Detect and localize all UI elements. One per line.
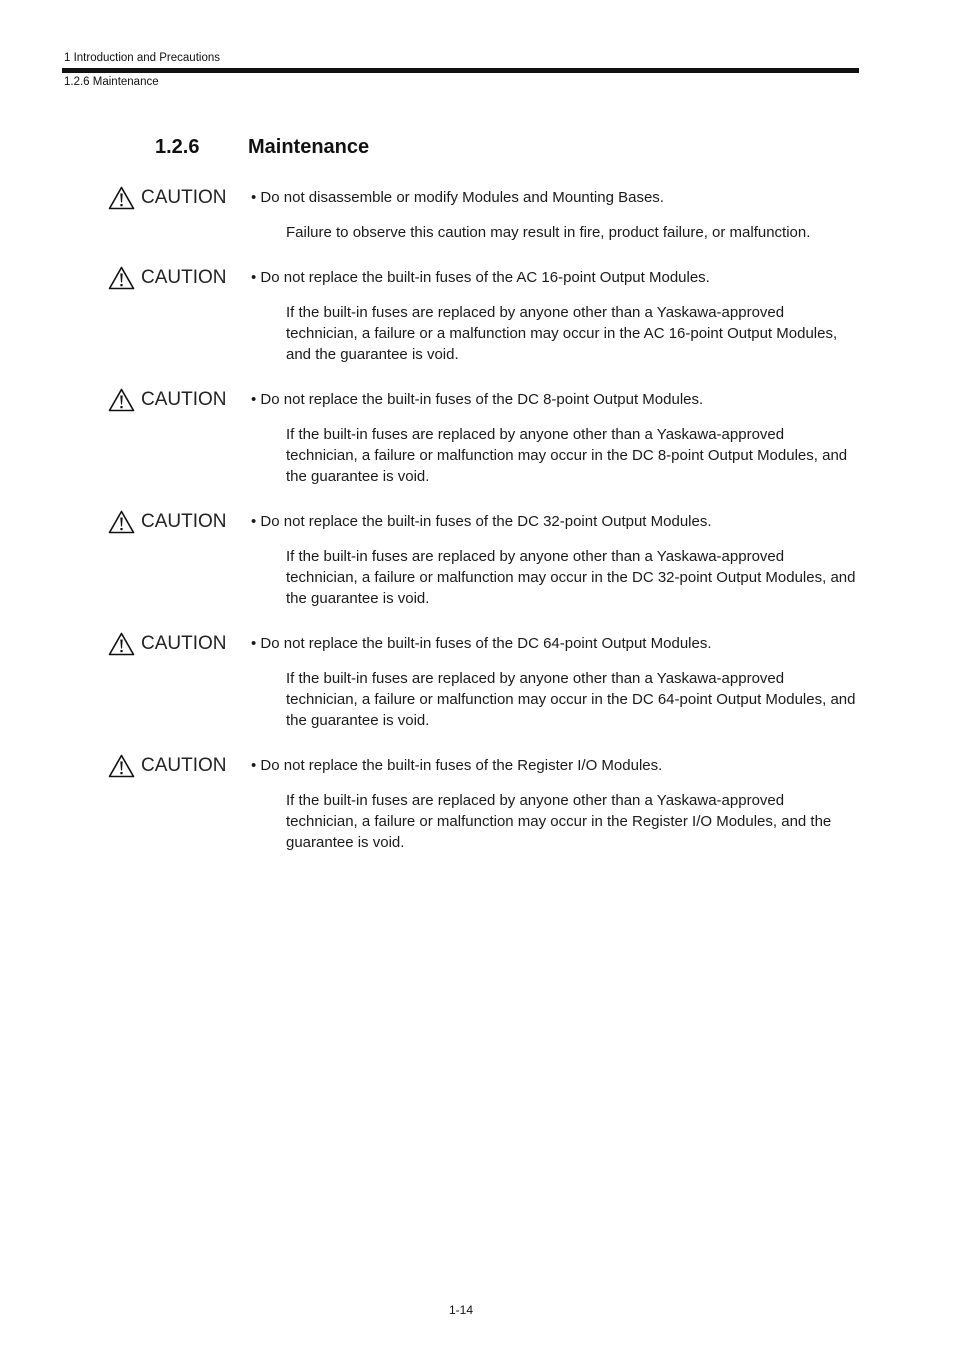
warning-triangle-icon [108,388,135,412]
caution-detail: Failure to observe this caution may result in fire, product failure, or malfunction. [286,224,811,241]
caution-label [108,632,227,656]
caution-text: CAUTION [141,633,227,654]
section-title: Maintenance [248,136,370,158]
caution-bullet: • Do not replace the built-in fuses of the DC 32-point Output Modules. [251,513,712,530]
caution-bullet: • Do not disassemble or modify Modules and Mounting Bases. [251,189,664,206]
page-number: 1-14 [448,1303,474,1317]
caution-label [108,510,227,534]
caution-label [108,266,227,290]
section-heading [155,134,369,160]
warning-triangle-icon [108,266,135,290]
section-number: 1.2.6 [155,136,200,158]
caution-label [108,388,227,412]
caution-detail: If the built-in fuses are replaced by anyone other than a Yaskawa-approved technician, a failure or malfunction may occur in the DC 64-point Output Modules, and the guarantee is void. [286,670,856,729]
warning-triangle-icon [108,632,135,656]
caution-bullet: • Do not replace the built-in fuses of the DC 64-point Output Modules. [251,635,712,652]
warning-triangle-icon [108,754,135,778]
caution-detail: If the built-in fuses are replaced by anyone other than a Yaskawa-approved technician, a failure or malfunction may occur in the DC 8-point Output Modules, and the guarantee is void. [286,426,848,485]
caution-bullet: • Do not replace the built-in fuses of the DC 8-point Output Modules. [251,391,704,408]
caution-label [108,754,227,778]
caution-detail: If the built-in fuses are replaced by anyone other than a Yaskawa-approved technician, a failure or a malfunction may occur in the AC 16-point Output Modules, and the guarantee is void. [286,304,838,363]
caution-detail: If the built-in fuses are replaced by anyone other than a Yaskawa-approved technician, a failure or malfunction may occur in the Register I/O Modules, and the guarantee is void. [286,792,832,851]
caution-label [108,186,227,210]
running-header-section: 1.2.6 Maintenance [64,76,159,88]
caution-text: CAUTION [141,511,227,532]
caution-text: CAUTION [141,755,227,776]
caution-bullet: • Do not replace the built-in fuses of the AC 16-point Output Modules. [251,269,710,286]
header-rule [62,68,859,73]
warning-triangle-icon [108,510,135,534]
warning-triangle-icon [108,186,135,210]
running-header-chapter: 1 Introduction and Precautions [64,52,220,64]
caution-bullet: • Do not replace the built-in fuses of the Register I/O Modules. [251,757,663,774]
caution-text: CAUTION [141,187,227,208]
caution-detail: If the built-in fuses are replaced by anyone other than a Yaskawa-approved technician, a failure or malfunction may occur in the DC 32-point Output Modules, and the guarantee is void. [286,548,856,607]
caution-text: CAUTION [141,267,227,288]
caution-text: CAUTION [141,389,227,410]
